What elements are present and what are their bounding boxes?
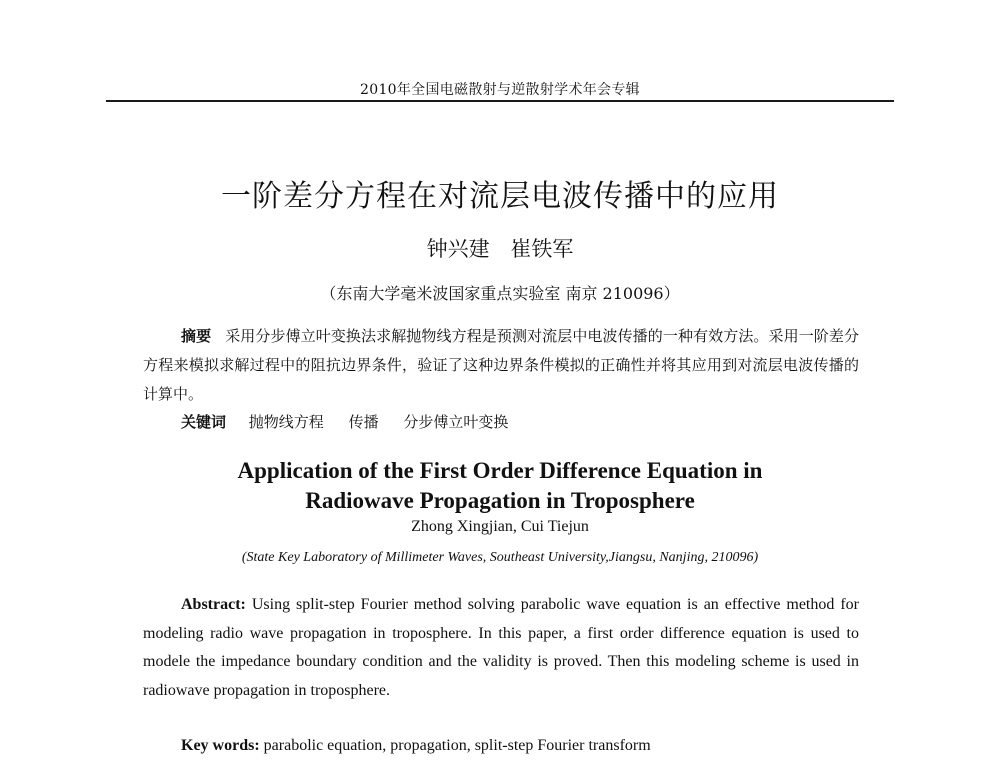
english-keywords-label: Key words: bbox=[181, 737, 260, 754]
chinese-keyword: 抛物线方程 bbox=[248, 413, 324, 431]
english-keywords bbox=[181, 737, 861, 755]
english-title bbox=[0, 456, 1000, 516]
english-title-line1: Application of the First Order Difference Equation in bbox=[237, 458, 763, 483]
chinese-title: 一阶差分方程在对流层电波传播中的应用 bbox=[221, 179, 779, 214]
english-affiliation: (State Key Laboratory of Millimeter Waves, Southeast University,Jiangsu, Nanjing, 210096) bbox=[241, 550, 759, 565]
english-abstract-text: Using split-step Fourier method solving parabolic wave equation is an effective method for modeling radio wave propagation in troposphere. In this paper, a first order difference equation is used to modele the impedance boundary condition and the validity is proved. Then this modeling scheme is used in radiowave propagation in troposphere. bbox=[143, 596, 860, 699]
english-abstract bbox=[143, 591, 859, 705]
english-authors: Zhong Xingjian, Cui Tiejun bbox=[411, 518, 589, 535]
chinese-keywords bbox=[181, 411, 861, 432]
chinese-abstract-label: 摘要 bbox=[181, 327, 212, 345]
chinese-keyword: 分步傅立叶变换 bbox=[403, 413, 509, 431]
header-rule bbox=[106, 100, 894, 102]
chinese-abstract bbox=[143, 322, 859, 409]
chinese-keyword: 传播 bbox=[348, 413, 379, 431]
english-keywords-text: parabolic equation, propagation, split-step Fourier transform bbox=[263, 737, 651, 754]
english-abstract-label: Abstract: bbox=[181, 596, 246, 613]
english-title-line2: Radiowave Propagation in Troposphere bbox=[305, 488, 695, 513]
chinese-abstract-text: 采用分步傅立叶变换法求解抛物线方程是预测对流层中电波传播的一种有效方法。采用一阶差分方程来模拟求解过程中的阻抗边界条件，验证了这种边界条件模拟的正确性并将其应用到对流层电波传播的计算中。 bbox=[143, 327, 859, 403]
chinese-affiliation: （东南大学毫米波国家重点实验室 南京 210096） bbox=[320, 284, 680, 303]
chinese-authors: 钟兴建 崔铁军 bbox=[426, 237, 574, 261]
chinese-keywords-label: 关键词 bbox=[181, 413, 227, 431]
running-head: 2010年全国电磁散射与逆散射学术年会专辑 bbox=[360, 82, 640, 98]
